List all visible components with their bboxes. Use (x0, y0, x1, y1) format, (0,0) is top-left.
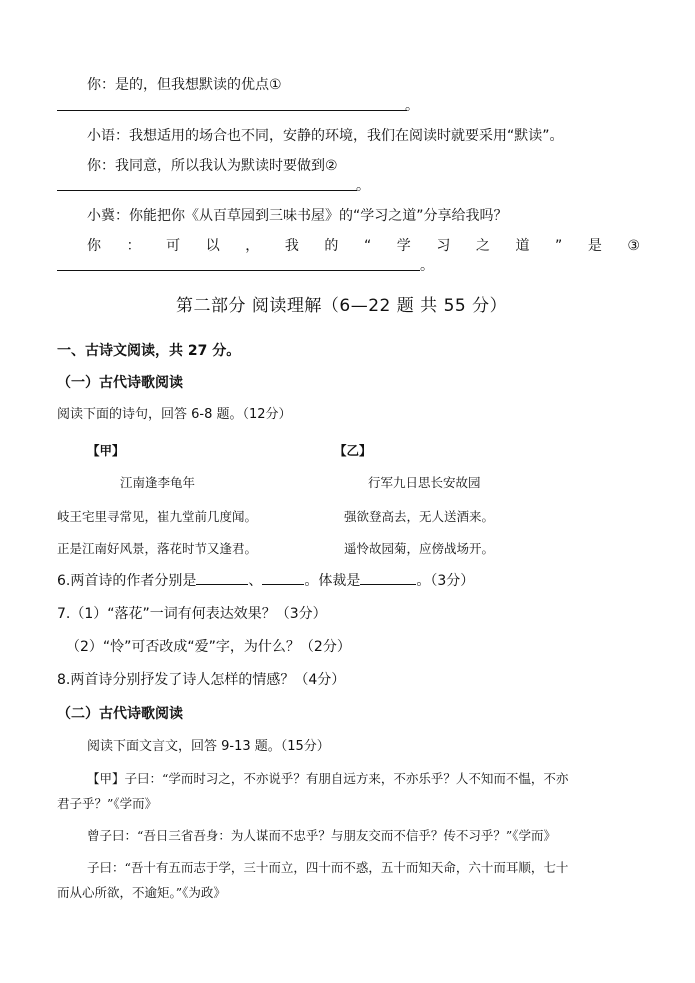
dialogue-line-5-char: 我 (284, 238, 299, 254)
instruction-two: 阅读下面文言文，回答 9-13 题。（15分） (87, 739, 330, 754)
question-6-blank-2[interactable] (262, 572, 304, 585)
text-a-line-1: 【甲】子曰：“学而时习之，不亦说乎？有朋自远方来，不亦乐乎？人不知而不愠，不亦 (87, 771, 569, 786)
question-7-2: （2）“怜”可否改成“爱”字，为什么？（2分） (66, 639, 351, 655)
poem-b-title: 行军九日思长安故园 (368, 475, 481, 490)
dialogue-line-5-char: ： (126, 238, 141, 254)
question-6-blank-1[interactable] (196, 572, 248, 585)
instruction-one: 阅读下面的诗句，回答 6-8 题。（12分） (57, 407, 292, 422)
dialogue-line-5-char: ” (555, 238, 563, 254)
dialogue-line-5-char: 学 (396, 238, 411, 254)
question-7-1: 7.（1）“落花”一词有何表达效果？（3分） (57, 606, 327, 622)
poem-b-tag: 【乙】 (334, 443, 372, 458)
subsection-two-heading: （二）古代诗歌阅读 (57, 706, 183, 722)
answer-blank-3[interactable] (57, 270, 420, 271)
dialogue-line-1-end: 。 (405, 98, 419, 114)
dialogue-line-4: 小冀：你能把你《从百草园到三味书屋》的“学习之道”分享给我吗？ (87, 208, 508, 224)
dialogue-line-5-char: 习 (436, 238, 451, 254)
part-two-title: 第二部分 阅读理解（6—22 题 共 55 分） (176, 296, 508, 316)
text-a-line-2: 君子乎？”《学而》 (57, 796, 158, 811)
question-6-sep: 、 (248, 573, 263, 589)
dialogue-line-5-char: ③ (627, 238, 640, 254)
question-6 (57, 572, 474, 590)
dialogue-line-2: 小语：我想适用的场合也不同，安静的环境，我们在阅读时就要采用“默读”。 (87, 128, 564, 144)
question-6-text-3: 。（3分） (416, 573, 475, 589)
text-c-line-1: 子曰：“吾十有五而志于学，三十而立，四十而不惑，五十而知天命，六十而耳顺，七十 (87, 860, 569, 875)
dialogue-line-5-char: 可 (166, 238, 181, 254)
poem-a-tag: 【甲】 (87, 443, 125, 458)
question-6-text-2: 。体裁是 (304, 573, 361, 589)
poem-b-line-1: 强欲登高去，无人送酒来。 (344, 509, 495, 524)
dialogue-line-5-char: 道 (515, 238, 530, 254)
dialogue-line-5-char: 之 (475, 238, 490, 254)
dialogue-line-3: 你：我同意，所以我认为默读时要做到② (87, 158, 338, 174)
question-6-text-1: 6.两首诗的作者分别是 (57, 573, 197, 589)
dialogue-line-5-char: 是 (587, 238, 602, 254)
dialogue-line-1: 你：是的，但我想默读的优点① (87, 77, 282, 93)
poem-a-title: 江南逢李龟年 (120, 475, 196, 490)
poem-a-line-2: 正是江南好风景，落花时节又逢君。 (57, 541, 258, 556)
dialogue-line-3-end: 。 (356, 178, 370, 194)
dialogue-line-5-char: ， (245, 238, 260, 254)
section-one-heading: 一、古诗文阅读，共 27 分。 (57, 343, 241, 359)
dialogue-line-5-char: 你 (87, 238, 101, 254)
dialogue-line-5-char: “ (363, 238, 372, 254)
dialogue-line-5 (87, 237, 640, 255)
answer-blank-2[interactable] (57, 190, 357, 191)
dialogue-line-5-char: 的 (324, 238, 339, 254)
poem-b-line-2: 遥怜故园菊，应傍战场开。 (344, 541, 495, 556)
subsection-one-heading: （一）古代诗歌阅读 (57, 375, 183, 391)
poem-a-line-1: 岐王宅里寻常见，崔九堂前几度闻。 (57, 509, 258, 524)
dialogue-line-5-end: 。 (420, 258, 434, 274)
answer-blank-1[interactable] (57, 110, 407, 111)
text-c-line-2: 而从心所欲，不逾矩。”《为政》 (57, 885, 226, 900)
text-b-line: 曾子曰：“吾日三省吾身：为人谋而不忠乎？与朋友交而不信乎？传不习乎？”《学而》 (87, 828, 557, 843)
dialogue-line-5-char: 以 (205, 238, 220, 254)
question-8: 8.两首诗分别抒发了诗人怎样的情感？（4分） (57, 672, 346, 688)
question-6-blank-3[interactable] (360, 572, 416, 585)
